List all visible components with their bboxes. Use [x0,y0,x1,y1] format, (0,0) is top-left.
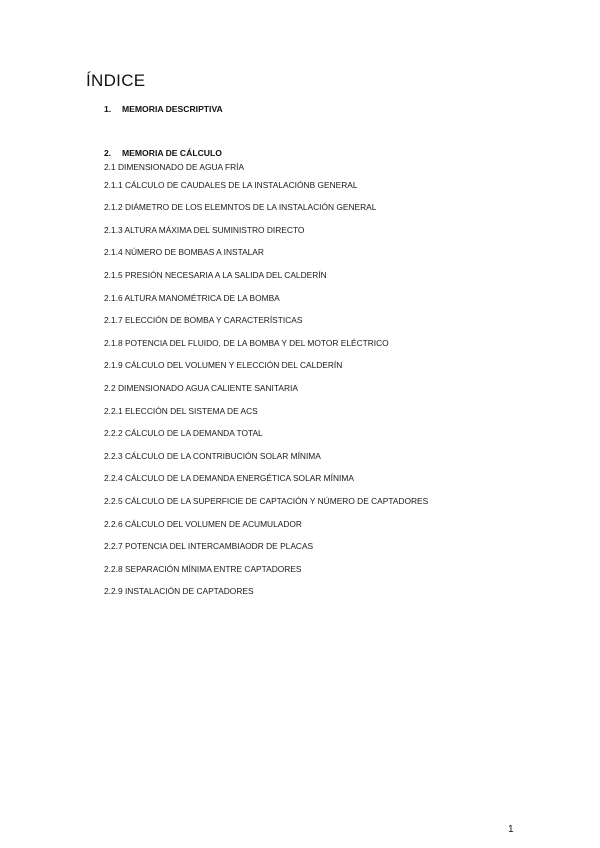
toc-entry: 2.1.5 PRESIÓN NECESARIA A LA SALIDA DEL CALDERÍN [104,269,327,280]
section-label: MEMORIA DESCRIPTIVA [122,104,223,114]
toc-entry: 2.1.7 ELECCIÓN DE BOMBA Y CARACTERÍSTICAS [104,315,303,326]
section-heading-memoria-descriptiva [104,104,223,114]
section-heading-memoria-de-calculo [104,148,222,158]
toc-entry: 2.2.7 POTENCIA DEL INTERCAMBIAODR DE PLACAS [104,541,314,552]
table-of-contents [104,162,428,609]
toc-entry: 2.1.4 NÚMERO DE BOMBAS A INSTALAR [104,247,264,258]
section-number: 2. [104,148,112,158]
toc-entry: 2.1 DIMENSIONADO DE AGUA FRÍA [104,162,245,172]
toc-entry: 2.1.1 CÁLCULO DE CAUDALES DE LA INSTALACIÓNB GENERAL [104,179,358,190]
toc-entry: 2.2.8 SEPARACIÓN MÍNIMA ENTRE CAPTADORES [104,563,302,574]
toc-entry: 2.1.8 POTENCIA DEL FLUIDO, DE LA BOMBA Y DEL MOTOR ELÉCTRICO [104,337,389,348]
toc-entry: 2.1.2 DIÁMETRO DE LOS ELEMNTOS DE LA INSTALACIÓN GENERAL [104,202,377,213]
toc-entry: 2.2 DIMENSIONADO AGUA CALIENTE SANITARIA [104,382,298,393]
section-label: MEMORIA DE CÁLCULO [122,148,222,158]
toc-entry: 2.1.9 CÁLCULO DEL VOLUMEN Y ELECCIÓN DEL CALDERÍN [104,360,343,371]
toc-entry: 2.2.4 CÁLCULO DE LA DEMANDA ENERGÉTICA SOLAR MÍNIMA [104,473,354,484]
toc-entry: 2.2.1 ELECCIÓN DEL SISTEMA DE ACS [104,405,258,416]
toc-entry: 2.2.5 CÁLCULO DE LA SUPERFICIE DE CAPTACIÓN Y NÚMERO DE CAPTADORES [104,495,429,506]
toc-entry: 2.2.6 CÁLCULO DEL VOLUMEN DE ACUMULADOR [104,518,302,529]
toc-entry: 2.2.3 CÁLCULO DE LA CONTRIBUCIÓN SOLAR MÍNIMA [104,450,321,461]
toc-entry: 2.1.6 ALTURA MANOMÉTRICA DE LA BOMBA [104,292,280,303]
toc-entry: 2.2.2 CÁLCULO DE LA DEMANDA TOTAL [104,428,263,439]
page-title: ÍNDICE [86,71,146,90]
toc-entry: 2.2.9 INSTALACIÓN DE CAPTADORES [104,586,254,597]
section-number: 1. [104,104,112,114]
page-number: 1 [508,824,514,835]
toc-entry: 2.1.3 ALTURA MÁXIMA DEL SUMINISTRO DIRECTO [104,224,305,235]
